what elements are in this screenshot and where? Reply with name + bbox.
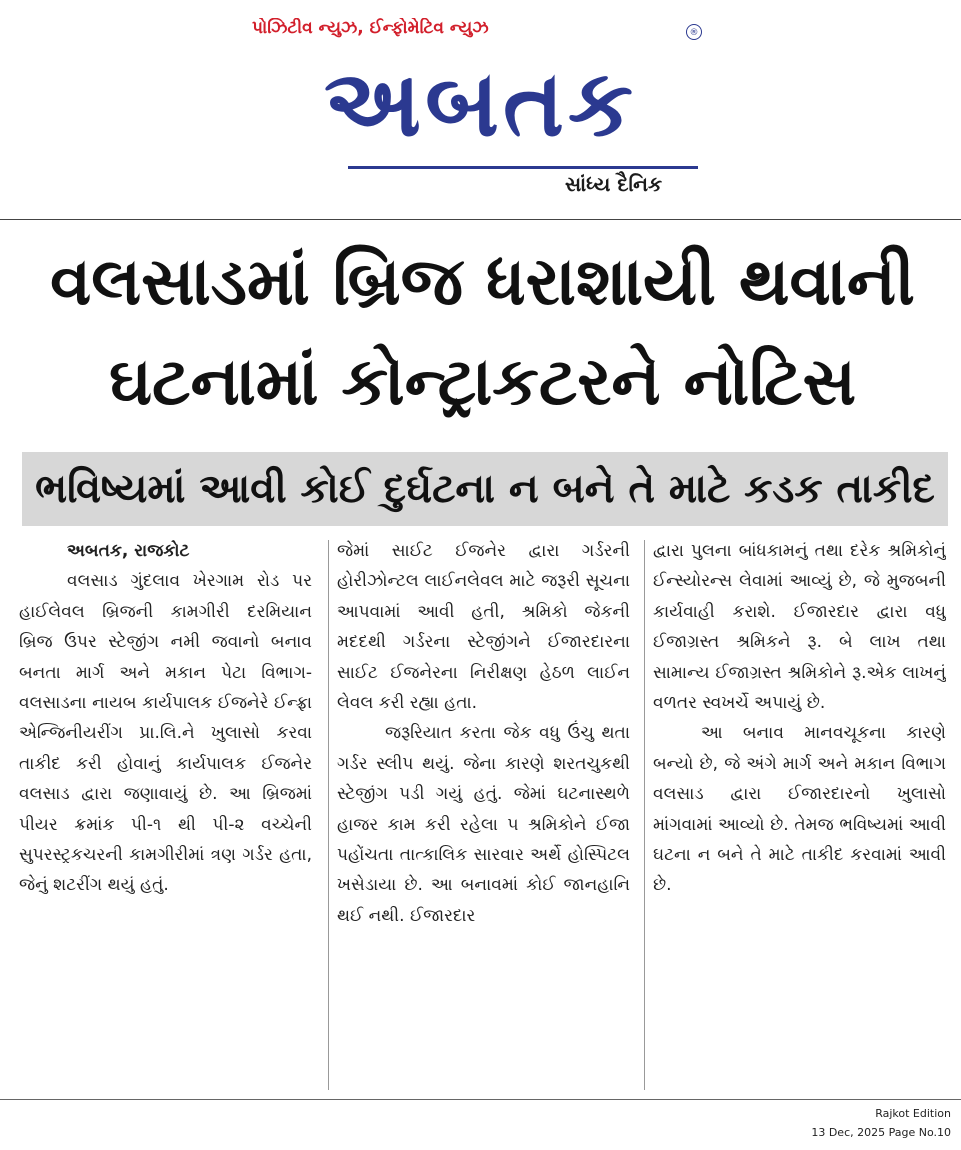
newspaper-logo: અબતક <box>324 50 637 157</box>
column-1-paragraph: વલસાડ ગુંદલાવ ખેરગામ રોડ પર હાઈલેવલ બ્રિજની કામગીરી દરમિયાન બ્રિજ ઉપર સ્ટેજીંગ નમી જવાનો બનાવ બનતા માર્ગ અને મકાન પેટા વિભાગ-વલસાડના નાયબ કાર્યપાલક ઈજનેરે ઈન્ફ્રા એન્જિનીયરીંગ પ્રા.લિ.ને ખુલાસો કરવા તાકીદ કરી હોવાનું કાર્યપાલક ઈજનેર વલસાડ દ્વારા જણાવાયું છે. આ બ્રિજમાં પીયર ક્રમાંક પી-૧ થી પી-૨ વચ્ચેની સુપરસ્ટ્રકચરની કામગીરીમાં ત્રણ ગર્ડર હતા, જેનું શટરીંગ થયું હતું. <box>19 571 312 896</box>
masthead-tagline: પોઝિટીવ ન્યુઝ, ઈન્ફોમેટિવ ન્યુઝ <box>252 18 489 38</box>
column-divider <box>644 540 645 1090</box>
masthead-divider <box>0 219 961 220</box>
logo-underline <box>348 166 698 169</box>
article-body <box>15 536 950 1098</box>
headline <box>10 232 955 442</box>
article-column-3 <box>653 536 946 1096</box>
registered-mark: ® <box>686 24 702 40</box>
headline-line-1: વલસાડમાં બ્રિજ ધરાશાયી થવાની <box>50 243 915 320</box>
page-footer <box>711 1104 951 1146</box>
article-column-2 <box>337 536 630 1096</box>
subheadline: ભવિષ્યમાં આવી કોઈ દુર્ઘટના ન બને તે માટે કડક તાકીદ <box>22 452 948 526</box>
article-column-1 <box>19 536 312 1096</box>
date-page-label: 13 Dec, 2025 Page No.10 <box>811 1126 951 1139</box>
headline-line-2: ઘટનામાં કોન્ટ્રાકટરને નોટિસ <box>108 343 857 420</box>
masthead <box>0 0 961 220</box>
column-2-paragraph-2: જરૂરિયાત કરતા જેક વધુ ઉંચુ થતા ગર્ડર સ્લીપ થયું. જેના કારણે શરતચુકથી સ્ટેજીંગ પડી ગયું હતું. જેમાં ઘટનાસ્થળે હાજર કામ કરી રહેલા ૫ શ્રમિકોને ઈજા પહોંચતા તાત્કાલિક સારવાર અર્થે હોસ્પિટલ ખસેડાયા છે. આ બનાવમાં કોઈ જાનહાનિ થઈ નથી. ઈજારદાર <box>337 723 630 926</box>
column-3-paragraph-1: દ્વારા પુલના બાંધકામનું તથા દરેક શ્રમિકોનું ઈન્સ્યોરન્સ લેવામાં આવ્યું છે, જે મુજબની કાર્યવાહી કરાશે. ઈજારદાર દ્વારા વધુ ઈજાગ્રસ્ત શ્રમિકને રૂ. બે લાખ તથા સામાન્ય ઈજાગ્રસ્ત શ્રમિકોને રૂ.એક લાખનું વળતર સ્વખર્ચે અપાયું છે. <box>653 541 946 714</box>
edition-tag: સાંધ્ય દૈનિક <box>565 172 663 196</box>
dateline: અબતક, રાજકોટ <box>67 541 190 561</box>
column-3-paragraph-2: આ બનાવ માનવચૂકના કારણે બન્યો છે, જે અંગે માર્ગ અને મકાન વિભાગ વલસાડ દ્વારા ઈજારદારનો ખુલાસો માંગવામાં આવ્યો છે. તેમજ ભવિષ્યમાં આવી ઘટના ન બને તે માટે તાકીદ કરવામાં આવી છે. <box>653 723 946 896</box>
footer-divider <box>0 1099 961 1100</box>
column-divider <box>328 540 329 1090</box>
column-2-paragraph-1: જેમાં સાઈટ ઈજનેર દ્વારા ગર્ડરની હોરીઝોન્ટલ લાઈનલેવલ માટે જરૂરી સૂચના આપવામાં આવી હતી, શ્રમિકો જેકની મદદથી ગર્ડરના સ્ટેજીંગને ઈજારદારના સાઈટ ઈજનેરના નિરીક્ષણ હેઠળ લાઈન લેવલ કરી રહ્યા હતા. <box>337 541 630 714</box>
edition-label: Rajkot Edition <box>875 1107 951 1120</box>
